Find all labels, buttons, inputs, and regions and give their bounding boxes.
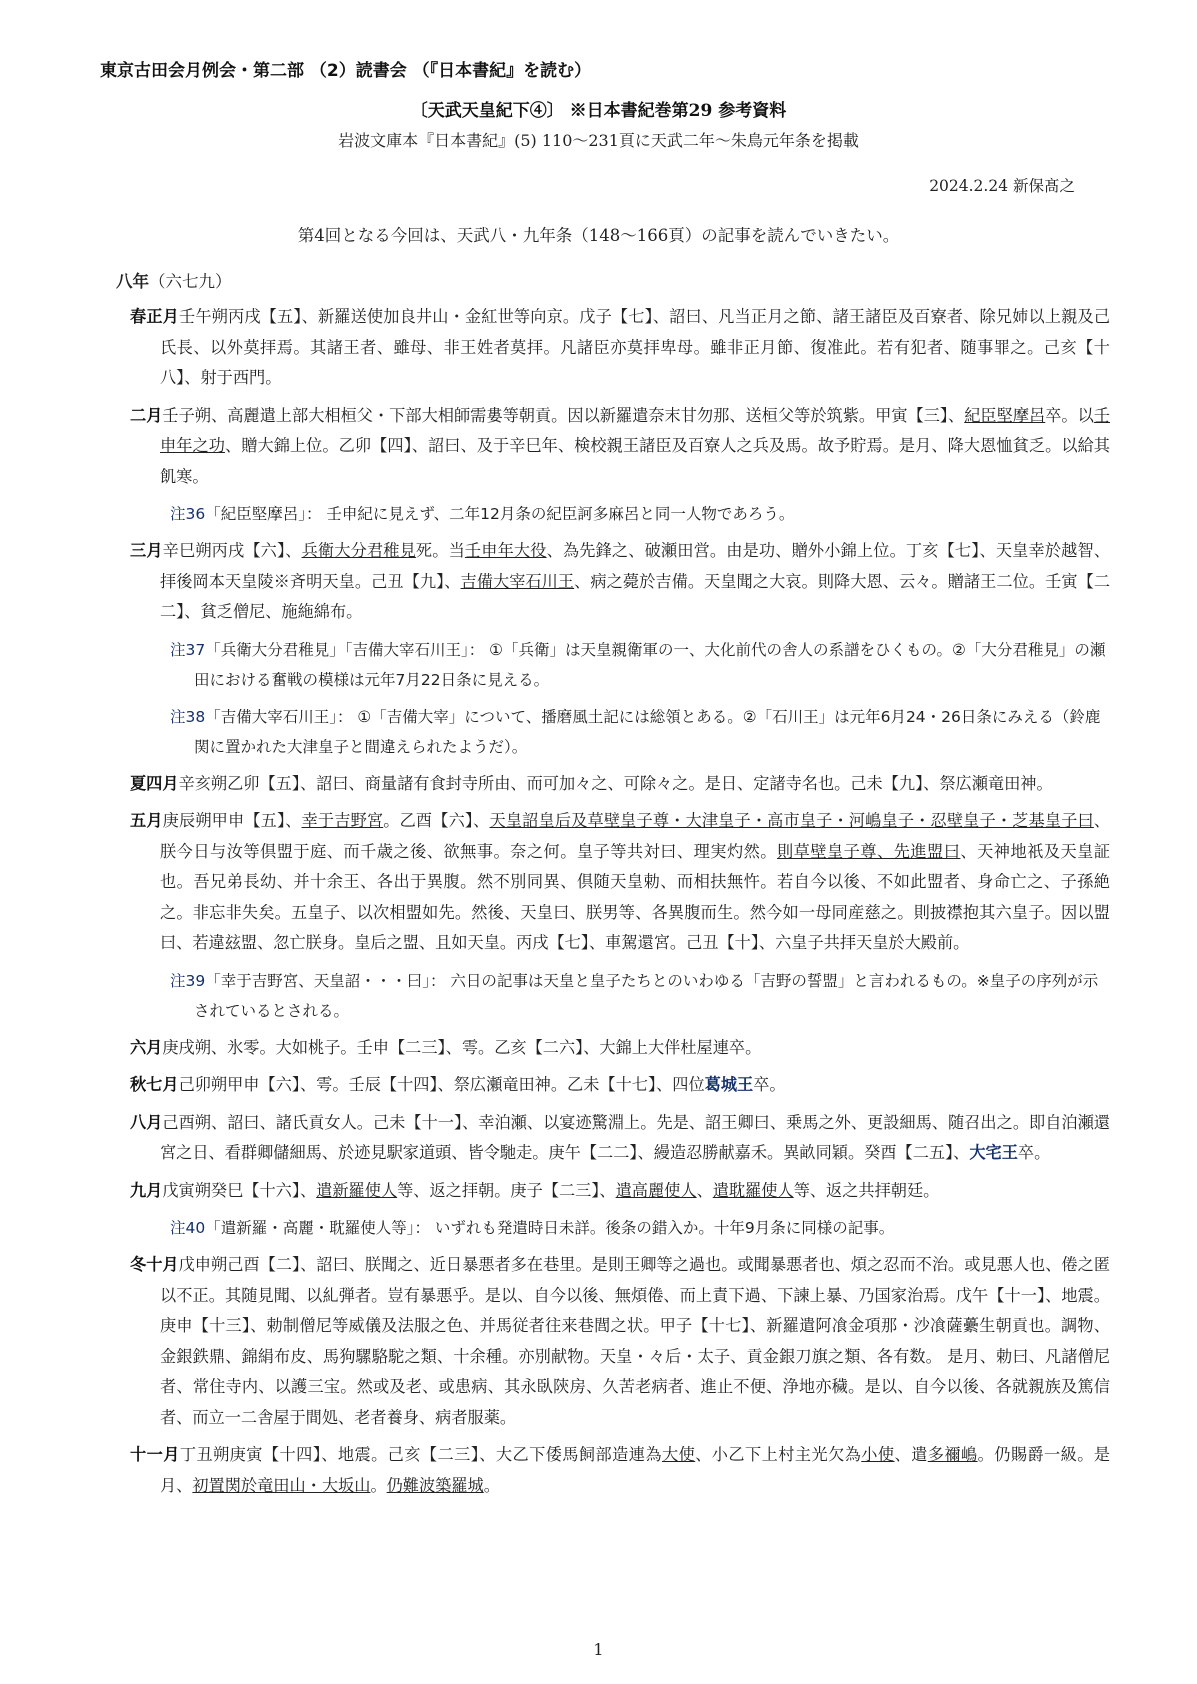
month-label: 夏四月 xyxy=(130,773,179,793)
note-label: 注38 xyxy=(170,707,206,726)
underlined-text: 仍難波築羅城 xyxy=(386,1475,484,1495)
entry-text: 辛亥朔乙卯【五】、詔曰、商量諸有食封寺所由、而可加々之、可除々之。是日、定諸寺名也。己未【九】、祭広瀬竜田神。 xyxy=(178,773,1053,793)
year-label: 八年 xyxy=(116,272,149,291)
note-label: 注40 xyxy=(170,1219,206,1237)
underlined-text: 天皇詔皇后及草壁皇子尊・大津皇子・高市皇子・河嶋皇子・忍壁皇子・芝基皇子曰 xyxy=(489,811,1094,830)
entry-text: 、為先鋒之、破瀬田営。由是功、贈外小錦上位。丁亥【七】、天皇幸於越智、拝後岡本天皇陵※斉明天皇。己丑【九】、 xyxy=(160,541,1111,591)
month-label: 五月 xyxy=(130,811,163,830)
month-label: 冬十月 xyxy=(130,1255,179,1274)
month-label: 六月 xyxy=(130,1037,163,1057)
document-body xyxy=(130,302,1110,1508)
entry-text: 、小乙下上村主光欠為 xyxy=(695,1445,862,1464)
entry-text: 戊申朔己酉【二】、詔曰、朕聞之、近日暴悪者多在巷里。是則王卿等之過也。或聞暴悪者也、煩之忍而不治。或見悪人也、倦之匿以不正。其随見聞、以糺弾者。豈有暴悪乎。是以、自今以後、無煩倦、而上責下過、下諫上暴、乃国家治焉。戊午【十一】、地震。庚申【十三】、勅制僧尼等威儀及法服之色、并馬従者往来巷閭之状。甲子【十七】、新羅遣阿飡金項那・沙飡薩虆生朝貢也。調物、金銀鉄鼎、錦絹布皮、馬狗騾駱駝之類、十余種。亦別献物。天皇・々后・太子、貢金銀刀旗之類、各有数。 是月、勅曰、凡諸僧尼者、常住寺内、以護三宝。然或及老、或患病、其永臥陝房、久苦老病者、進止不便、浄地亦穢。是以、自今以後、各就親族及篤信者、而立一二舎屋于間処、老者養身、病者服薬。 xyxy=(160,1255,1111,1427)
source-note: 岩波文庫本『日本書紀』(5) 110〜231頁に天武二年〜朱鳥元年条を掲載 xyxy=(338,131,859,150)
note-37 xyxy=(154,635,1110,695)
entry-text: 庚辰朔甲申【五】、 xyxy=(162,811,302,830)
entry-9 xyxy=(130,1176,1110,1207)
entry-text: 己酉朔、詔曰、諸氏貢女人。己未【十一】、幸泊瀬、以宴迹驚淵上。先是、詔王卿曰、乗馬之外、更設細馬、随召出之。即自泊瀬還宮之日、看群卿儲細馬、於迹見駅家道頭、皆令馳走。庚午【二二】、縵造忍勝献嘉禾。異畝同穎。癸酉【二五】、 xyxy=(160,1112,1110,1162)
entry-text: 。乙酉【六】、 xyxy=(383,811,490,830)
doc-title: 〔天武天皇紀下④〕 ※日本書紀巻第29 参考資料 xyxy=(410,101,787,121)
note-text: 「兵衛大分君稚見」「吉備大宰石川王」： ①「兵衛」は天皇親衛軍の一、大化前代の舎人の系譜をひくもの。②「大分君稚見」の瀬田における奮戦の模様は元年7月22日条に見える。 xyxy=(194,640,1106,689)
underlined-text: 小使 xyxy=(861,1445,895,1464)
entry-text: 卒。 xyxy=(1017,1143,1051,1162)
underlined-text: 則草壁皇子尊、先進盟曰 xyxy=(776,841,961,861)
entry-text: 己卯朔甲申【六】、雩。壬辰【十四】、祭広瀬竜田神。乙未【十七】、四位 xyxy=(178,1075,705,1094)
month-label: 春正月 xyxy=(130,307,180,326)
year-western: （六七九） xyxy=(149,272,232,291)
month-label: 十一月 xyxy=(130,1445,180,1464)
org-title: 東京古田会月例会・第二部 （2）読書会 （『日本書紀』を読む） xyxy=(100,61,592,81)
entry-text: 壬子朔、高麗遣上部大相桓父・下部大相師需婁等朝貢。因以新羅遣奈末甘勿那、送桓父等於筑紫。甲寅【三】、 xyxy=(162,405,965,425)
entry-6 xyxy=(130,1033,1110,1064)
entry-4 xyxy=(130,769,1110,800)
entry-5 xyxy=(130,806,1110,959)
underlined-text: 遣高麗使人 xyxy=(615,1180,697,1200)
entry-text: 等、返之共拝朝廷。 xyxy=(793,1180,940,1200)
entry-text: 、 xyxy=(696,1180,713,1200)
note-40 xyxy=(154,1213,1110,1243)
intro-text: 第4回となる今回は、天武八・九年条（148〜166頁）の記事を読んでいきたい。 xyxy=(297,226,900,245)
bold-name: 葛城王 xyxy=(704,1075,754,1094)
entry-text: 庚戌朔、氷零。大如桃子。壬申【二三】、雩。乙亥【二六】、大錦上大伴杜屋連卒。 xyxy=(162,1037,762,1057)
note-38 xyxy=(154,702,1110,762)
entry-text: 卒。以 xyxy=(1045,405,1094,425)
month-label: 八月 xyxy=(130,1112,163,1132)
entry-text: 死。当 xyxy=(415,541,465,560)
underlined-text: 壬申年之功 xyxy=(160,405,1111,455)
entry-11 xyxy=(130,1440,1110,1501)
bold-name: 大宅王 xyxy=(969,1143,1018,1162)
entry-text: 、病之薨於吉備。天皇聞之大哀。則降大恩、云々。贈諸王二位。壬寅【二二】、貧乏僧尼、施絁綿布。 xyxy=(160,571,1111,621)
note-label: 注39 xyxy=(170,971,206,990)
entry-text: 。 xyxy=(483,1475,500,1495)
entry-text: 丁丑朔庚寅【十四】、地震。己亥【二三】、大乙下倭馬飼部造連為 xyxy=(179,1445,662,1464)
date-author: 2024.2.24 新保髙之 xyxy=(929,177,1075,195)
entry-7 xyxy=(130,1070,1110,1101)
entry-text: 戊寅朔癸巳【十六】、 xyxy=(162,1180,317,1200)
note-text: 「幸于吉野宮、天皇詔・・・曰」： 六日の記事は天皇と皇子たちとのいわゆる「吉野の誓盟」と言われるもの。※皇子の序列が示されているとされる。 xyxy=(194,971,1099,1020)
note-text: 「紀臣堅摩呂」： 壬申紀に見えず、二年12月条の紀臣訶多麻呂と同一人物であろう。 xyxy=(205,505,795,523)
underlined-text: 吉備大宰石川王 xyxy=(460,571,575,591)
entry-text: 。 xyxy=(370,1475,387,1495)
underlined-text: 初置関於竜田山・大坂山 xyxy=(192,1475,371,1495)
note-39 xyxy=(154,966,1110,1026)
entry-10 xyxy=(130,1250,1110,1433)
entry-text: 壬午朔丙戌【五】、新羅送使加良井山・金紅世等向京。戊子【七】、詔曰、凡当正月之節、諸王諸臣及百寮者、除兄姉以上親及己氏長、以外莫拝焉。其諸王者、雖母、非王姓者莫拝。凡諸臣亦莫拝卑母。雖非正月節、復准此。若有犯者、随事罪之。己亥【十八】、射于西門。 xyxy=(160,307,1111,387)
month-label: 二月 xyxy=(130,405,163,425)
entry-text: 卒。 xyxy=(753,1075,786,1094)
underlined-text: 幸于吉野宮 xyxy=(301,811,384,830)
entry-text: 、遣 xyxy=(894,1445,928,1464)
note-text: 「吉備大宰石川王」： ①「吉備大宰」について、播磨風土記には総領とある。②「石川王」は元年6月24・26日条にみえる（鈴鹿関に置かれた大津皇子と間違えられたようだ）。 xyxy=(194,707,1101,756)
entry-text: 、朕今日与汝等倶盟于庭、而千歳之後、欲無事。奈之何。皇子等共対曰、理実灼然。 xyxy=(160,811,1111,861)
underlined-text: 遣耽羅使人 xyxy=(712,1180,794,1200)
month-label: 秋七月 xyxy=(130,1075,179,1094)
entry-text: 辛巳朔丙戌【六】、 xyxy=(162,541,302,560)
note-label: 注37 xyxy=(170,640,206,659)
entry-2 xyxy=(130,401,1110,493)
note-text: 「遣新羅・高麗・耽羅使人等」： いずれも発遣時日未詳。後条の錯入か。十年9月条に同様の記事。 xyxy=(205,1219,895,1237)
underlined-text: 多禰嶋 xyxy=(927,1445,978,1464)
entry-text: 等、返之拝朝。庚子【二三】、 xyxy=(397,1180,616,1200)
month-label: 三月 xyxy=(130,541,163,560)
entry-text: 、贈大錦上位。乙卯【四】、詔曰、及于辛巳年、検校親王諸臣及百寮人之兵及馬。故予貯焉。是月、降大恩恤貧乏。以給其飢寒。 xyxy=(160,436,1110,486)
entry-text: 。仍賜爵一級。是月、 xyxy=(160,1445,1111,1495)
month-label: 九月 xyxy=(130,1180,163,1200)
underlined-text: 遣新羅使人 xyxy=(316,1180,398,1200)
note-36 xyxy=(154,499,1110,529)
underlined-text: 紀臣堅摩呂 xyxy=(964,405,1046,425)
entry-text: 、天神地祇及天皇証也。吾兄弟長幼、并十余王、各出于異腹。然不別同異、倶随天皇勅、而相扶無忤。若自今以後、不如此盟者、身命亡之、子孫絶之。非忘非失矣。五皇子、以次相盟如先。然後、天皇曰、朕男等、各異腹而生。然今如一母同産慈之。則披襟抱其六皇子。因以盟曰、若違玆盟、忽亡朕身。皇后之盟、且如天皇。丙戌【七】、車駕還宮。己丑【十】、六皇子共拝天皇於大殿前。 xyxy=(160,841,1111,952)
entry-3 xyxy=(130,536,1110,628)
underlined-text: 壬申年大役 xyxy=(464,541,547,560)
underlined-text: 兵衛大分君稚見 xyxy=(301,541,416,560)
entry-8 xyxy=(130,1108,1110,1169)
year-heading xyxy=(116,268,232,292)
underlined-text: 大使 xyxy=(661,1445,696,1464)
entry-1 xyxy=(130,302,1110,394)
page-number: 1 xyxy=(593,1640,604,1659)
note-label: 注36 xyxy=(170,505,206,523)
